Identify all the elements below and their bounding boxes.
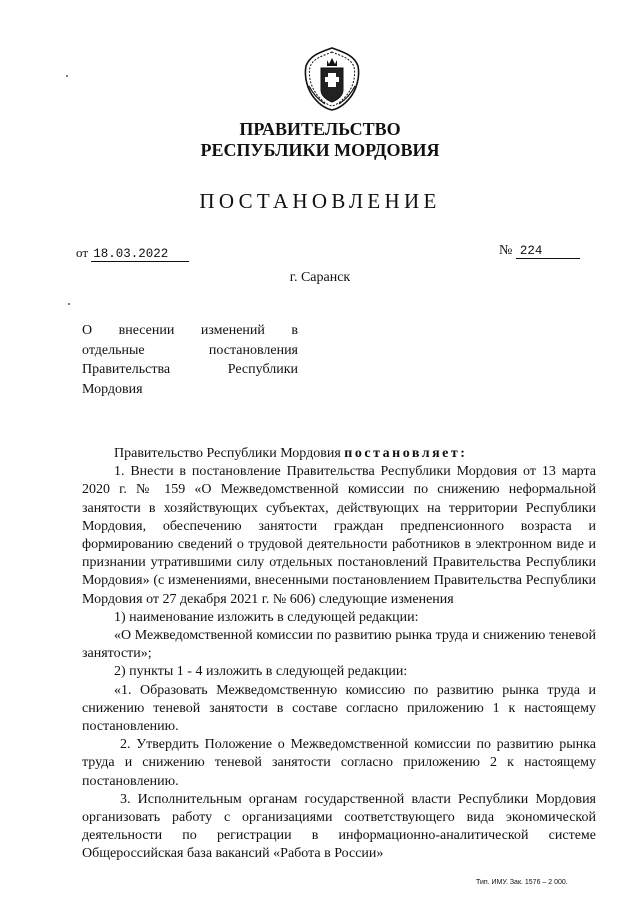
republic-title: РЕСПУБЛИКИ МОРДОВИЯ: [200, 140, 440, 160]
date-line: [76, 245, 189, 262]
city: г. Саранск: [289, 270, 351, 285]
subject-line: О внесении изменений в: [82, 323, 298, 338]
body-paragraph: «О Межведомственной комиссии по развитию рынка труда и снижению теневой занятости»;: [82, 628, 596, 662]
body-paragraph: 1) наименование изложить в следующей редакции:: [114, 609, 419, 625]
intro-paragraph: [82, 445, 596, 463]
coat-of-arms-emblem: [301, 46, 363, 112]
document-date: 18.03.2022: [91, 247, 189, 262]
date-prefix: от: [76, 245, 89, 260]
subject-line: Правительства Республики: [82, 362, 298, 377]
document-body: [82, 445, 596, 864]
document-subject: [82, 321, 298, 399]
subject-line: Мордовия: [82, 381, 143, 397]
intro-text: Правительство Республики Мордовия: [114, 446, 345, 461]
number-prefix: №: [499, 243, 513, 258]
resolves-word: постановляет:: [344, 446, 468, 461]
scan-speck: [68, 303, 70, 305]
document-number: 224: [516, 244, 580, 259]
body-paragraph: 1. Внести в постановление Правительства Республики Мордовия от 13 марта 2020 г. № 159 «О Межведомственной комиссии по снижению неформальной занятости в хозяйствующих субъектах, действующих на территории Республики Мордовия, обеспечению занятости граждан предпенсионного возраста и формированию сведений о трудовой деятельности работников в электронном виде и признании утратившими силу отдельных постановлений Правительства Республики Мордовия» (с изменениями, внесенными постановлением Правительства Республики Мордовия от 27 декабря 2021 г. № 606) следующие изменения: [82, 464, 596, 607]
document-type-heading: ПОСТАНОВЛЕНИЕ: [199, 189, 441, 213]
body-paragraph: 2. Утвердить Положение о Межведомственной комиссии по развитию рынка труда и снижению теневой занятости согласно приложению 2 к настоящему постановлению.: [82, 737, 596, 789]
body-paragraph: 3. Исполнительным органам государственной власти Республики Мордовия организовать работу с организациями соответствующего вида экономической деятельности по регистрации в информационно-аналитической системе Общероссийская база вакансий «Работа в России»: [82, 791, 596, 862]
number-line: [499, 243, 580, 259]
subject-line: отдельные постановления: [82, 342, 298, 358]
body-paragraph: «1. Образовать Межведомственную комиссию по развитию рынка труда и снижению теневой занятости в составе согласно приложению 1 к настоящему постановлению.: [82, 682, 596, 735]
printer-imprint: Тип. ИМУ. Зак. 1576 – 2 000.: [476, 879, 568, 886]
government-title: ПРАВИТЕЛЬСТВО: [239, 119, 401, 139]
scan-speck: [66, 75, 68, 77]
body-paragraph: 2) пункты 1 - 4 изложить в следующей редакции:: [114, 664, 408, 680]
